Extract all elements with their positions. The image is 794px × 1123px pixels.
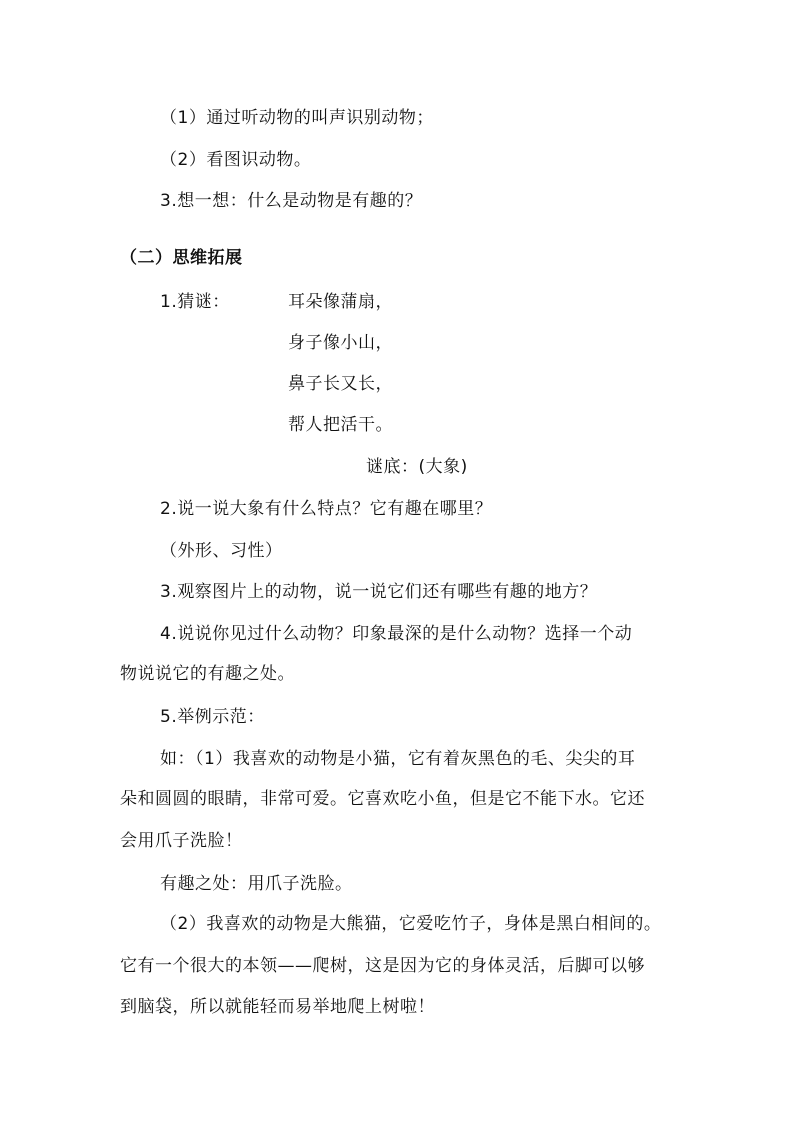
example-2-line-3: 到脑袋，所以就能轻而易举地爬上树啦！ [120, 997, 435, 1017]
riddle-label: 1.猜谜： [160, 292, 230, 312]
question-3: 3.观察图片上的动物，说一说它们还有哪些有趣的地方？ [160, 582, 598, 602]
riddle-answer: 谜底：(大象) [366, 457, 468, 477]
question-5: 5.举例示范： [160, 707, 265, 727]
question-2: 2.说一说大象有什么特点？它有趣在哪里？ [160, 499, 493, 519]
riddle-line-3: 鼻子长又长， [288, 374, 393, 394]
item-think-question: 3.想一想：什么是动物是有趣的？ [160, 191, 423, 211]
example-2-line-1: （2）我喜欢的动物是大熊猫，它爱吃竹子，身体是黑白相间的。 [160, 914, 662, 934]
example-2-line-2: 它有一个很大的本领——爬树，这是因为它的身体灵活，后脚可以够 [120, 956, 645, 976]
question-2-hint: （外形、习性） [160, 541, 283, 561]
section-heading: （二）思维拓展 [120, 248, 243, 268]
example-1-line-3: 会用爪子洗脸！ [120, 831, 243, 851]
item-listen-sounds: （1）通过听动物的叫声识别动物； [160, 108, 434, 128]
item-picture-recognition: （2）看图识动物。 [160, 150, 312, 170]
riddle-line-2: 身子像小山， [288, 333, 393, 353]
riddle-line-4: 帮人把活干。 [288, 415, 393, 435]
example-1-line-2: 朵和圆圆的眼睛，非常可爱。它喜欢吃小鱼，但是它不能下水。它还 [120, 789, 645, 809]
example-1-line-1: 如：（1）我喜欢的动物是小猫，它有着灰黑色的毛、尖尖的耳 [160, 749, 636, 769]
question-4-line-1: 4.说说你见过什么动物？印象最深的是什么动物？选择一个动 [160, 624, 633, 644]
riddle-line-1: 耳朵像蒲扇， [288, 292, 393, 312]
question-4-line-2: 物说说它的有趣之处。 [120, 664, 295, 684]
example-1-fun-point: 有趣之处：用爪子洗脸。 [160, 874, 353, 894]
